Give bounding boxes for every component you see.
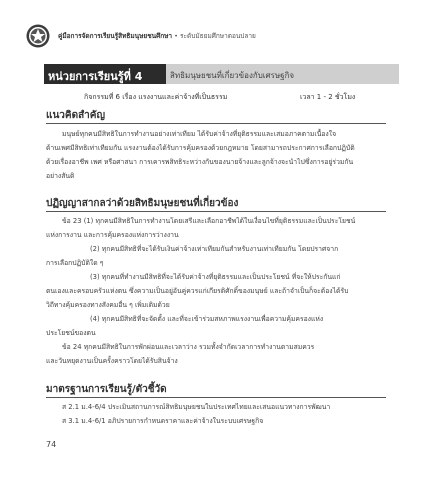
key-concept-heading: แนวคิดสำคัญ [46,110,106,121]
unit-banner [44,64,399,84]
document-title-sub: • ระดับมัธยมศึกษาตอนปลาย [174,32,256,40]
standards-heading: มาตรฐานการเรียนรู้/ตัวชี้วัด [46,384,167,395]
key-concept-line: มนุษย์ทุกคนมีสิทธิในการทำงานอย่างเท่าเทียม ได้รับค่าจ้างที่ยุติธรรมและเสมอภาคตามเนื้องใจ [62,130,337,138]
unit-label: หน่วยการเรียนรู้ที่ 4 [48,70,143,83]
page-number: 74 [46,440,57,449]
key-concept-line: ด้านเพศมีสิทธิเท่าเทียมกัน แรงงานต้องได้รับการคุ้มครองด้วยกฎหมาย โดยสามารถประกาศการเลือกปฏิบัติ [46,144,355,152]
activity-time: เวลา 1 - 2 ชั่วโมง [300,93,356,101]
unit-title: สิทธิมนุษยชนที่เกี่ยวข้องกับเศรษฐกิจ [170,71,295,80]
document-title-main: คู่มือการจัดการเรียนรู้สิทธิมนุษยชนศึกษา [58,32,173,40]
udhr-heading: ปฏิญญาสากลว่าด้วยสิทธิมนุษยชนที่เกี่ยวข้อง [46,198,239,209]
udhr-line: และวันหยุดงานเป็นครั้งคราวโดยได้รับสินจ้าง [46,357,178,365]
udhr-line: ประโยชน์ของตน [46,329,96,337]
udhr-line: วิถีทางคุ้มครองทางสังคมอื่น ๆ เพิ่มเติมด้วย [46,301,170,309]
udhr-line: การเลือกปฏิบัติใด ๆ [46,259,104,267]
key-concept-line: ด้วยเรื่องอาชีพ เพศ หรือศาสนา การเคารพสิทธิระหว่างกันของนายจ้างและลูกจ้างจะนำไปซึ่งการอยู่ร่วมกัน [46,158,354,166]
page-header [26,24,406,48]
divider [46,397,386,398]
udhr-line: (3) ทุกคนที่ทำงานมีสิทธิที่จะได้รับค่าจ้างที่ยุติธรรมและเป็นประโยชน์ ที่จะให้ประกันแก่ [90,273,341,281]
udhr-line: (4) ทุกคนมีสิทธิที่จะจัดตั้ง และที่จะเข้าร่วมสหภาพแรงงานเพื่อความคุ้มครองแห่ง [90,315,324,323]
standards-line: ส 3.1 ม.4-6/1 อภิปรายการกำหนดราคาและค่าจ้างในระบบเศรษฐกิจ [62,417,264,425]
document-title [58,31,256,41]
activity-name: กิจกรรมที่ 6 เรื่อง แรงงานและค่าจ้างที่เป็นธรรม [84,93,228,101]
udhr-line: ตนเองและครอบครัวแห่งตน ซึ่งความเป็นอยู่อันคู่ควรแก่เกียรติศักดิ์ของมนุษย์ และถ้าจำเป็นก็จะต้องได้รับ [46,287,349,295]
udhr-line: แห่งการงาน และการคุ้มครองแห่งการว่างงาน [46,231,179,239]
standards-line: ส 2.1 ม.4-6/4 ประเมินสถานการณ์สิทธิมนุษยชนในประเทศไทยและเสนอแนวทางการพัฒนา [62,403,331,411]
udhr-line: ข้อ 24 ทุกคนมีสิทธิในการพักผ่อนและเวลาว่าง รวมทั้งจำกัดเวลาการทำงานตามสมควร [62,343,315,351]
udhr-line: (2) ทุกคนมีสิทธิที่จะได้รับเงินค่าจ้างเท่าเทียมกันสำหรับงานเท่าเทียมกัน โดยปราศจาก [90,245,339,253]
divider [46,211,386,212]
key-concept-line: อย่างสันติ [46,172,75,180]
divider [46,123,386,124]
udhr-line: ข้อ 23 (1) ทุกคนมีสิทธิในการทำงานโดยเสรีและเลือกอาชีพได้ในเงื่อนไขที่ยุติธรรมและเป็นประโยชน์ [62,217,356,225]
organization-logo-icon [26,24,50,48]
